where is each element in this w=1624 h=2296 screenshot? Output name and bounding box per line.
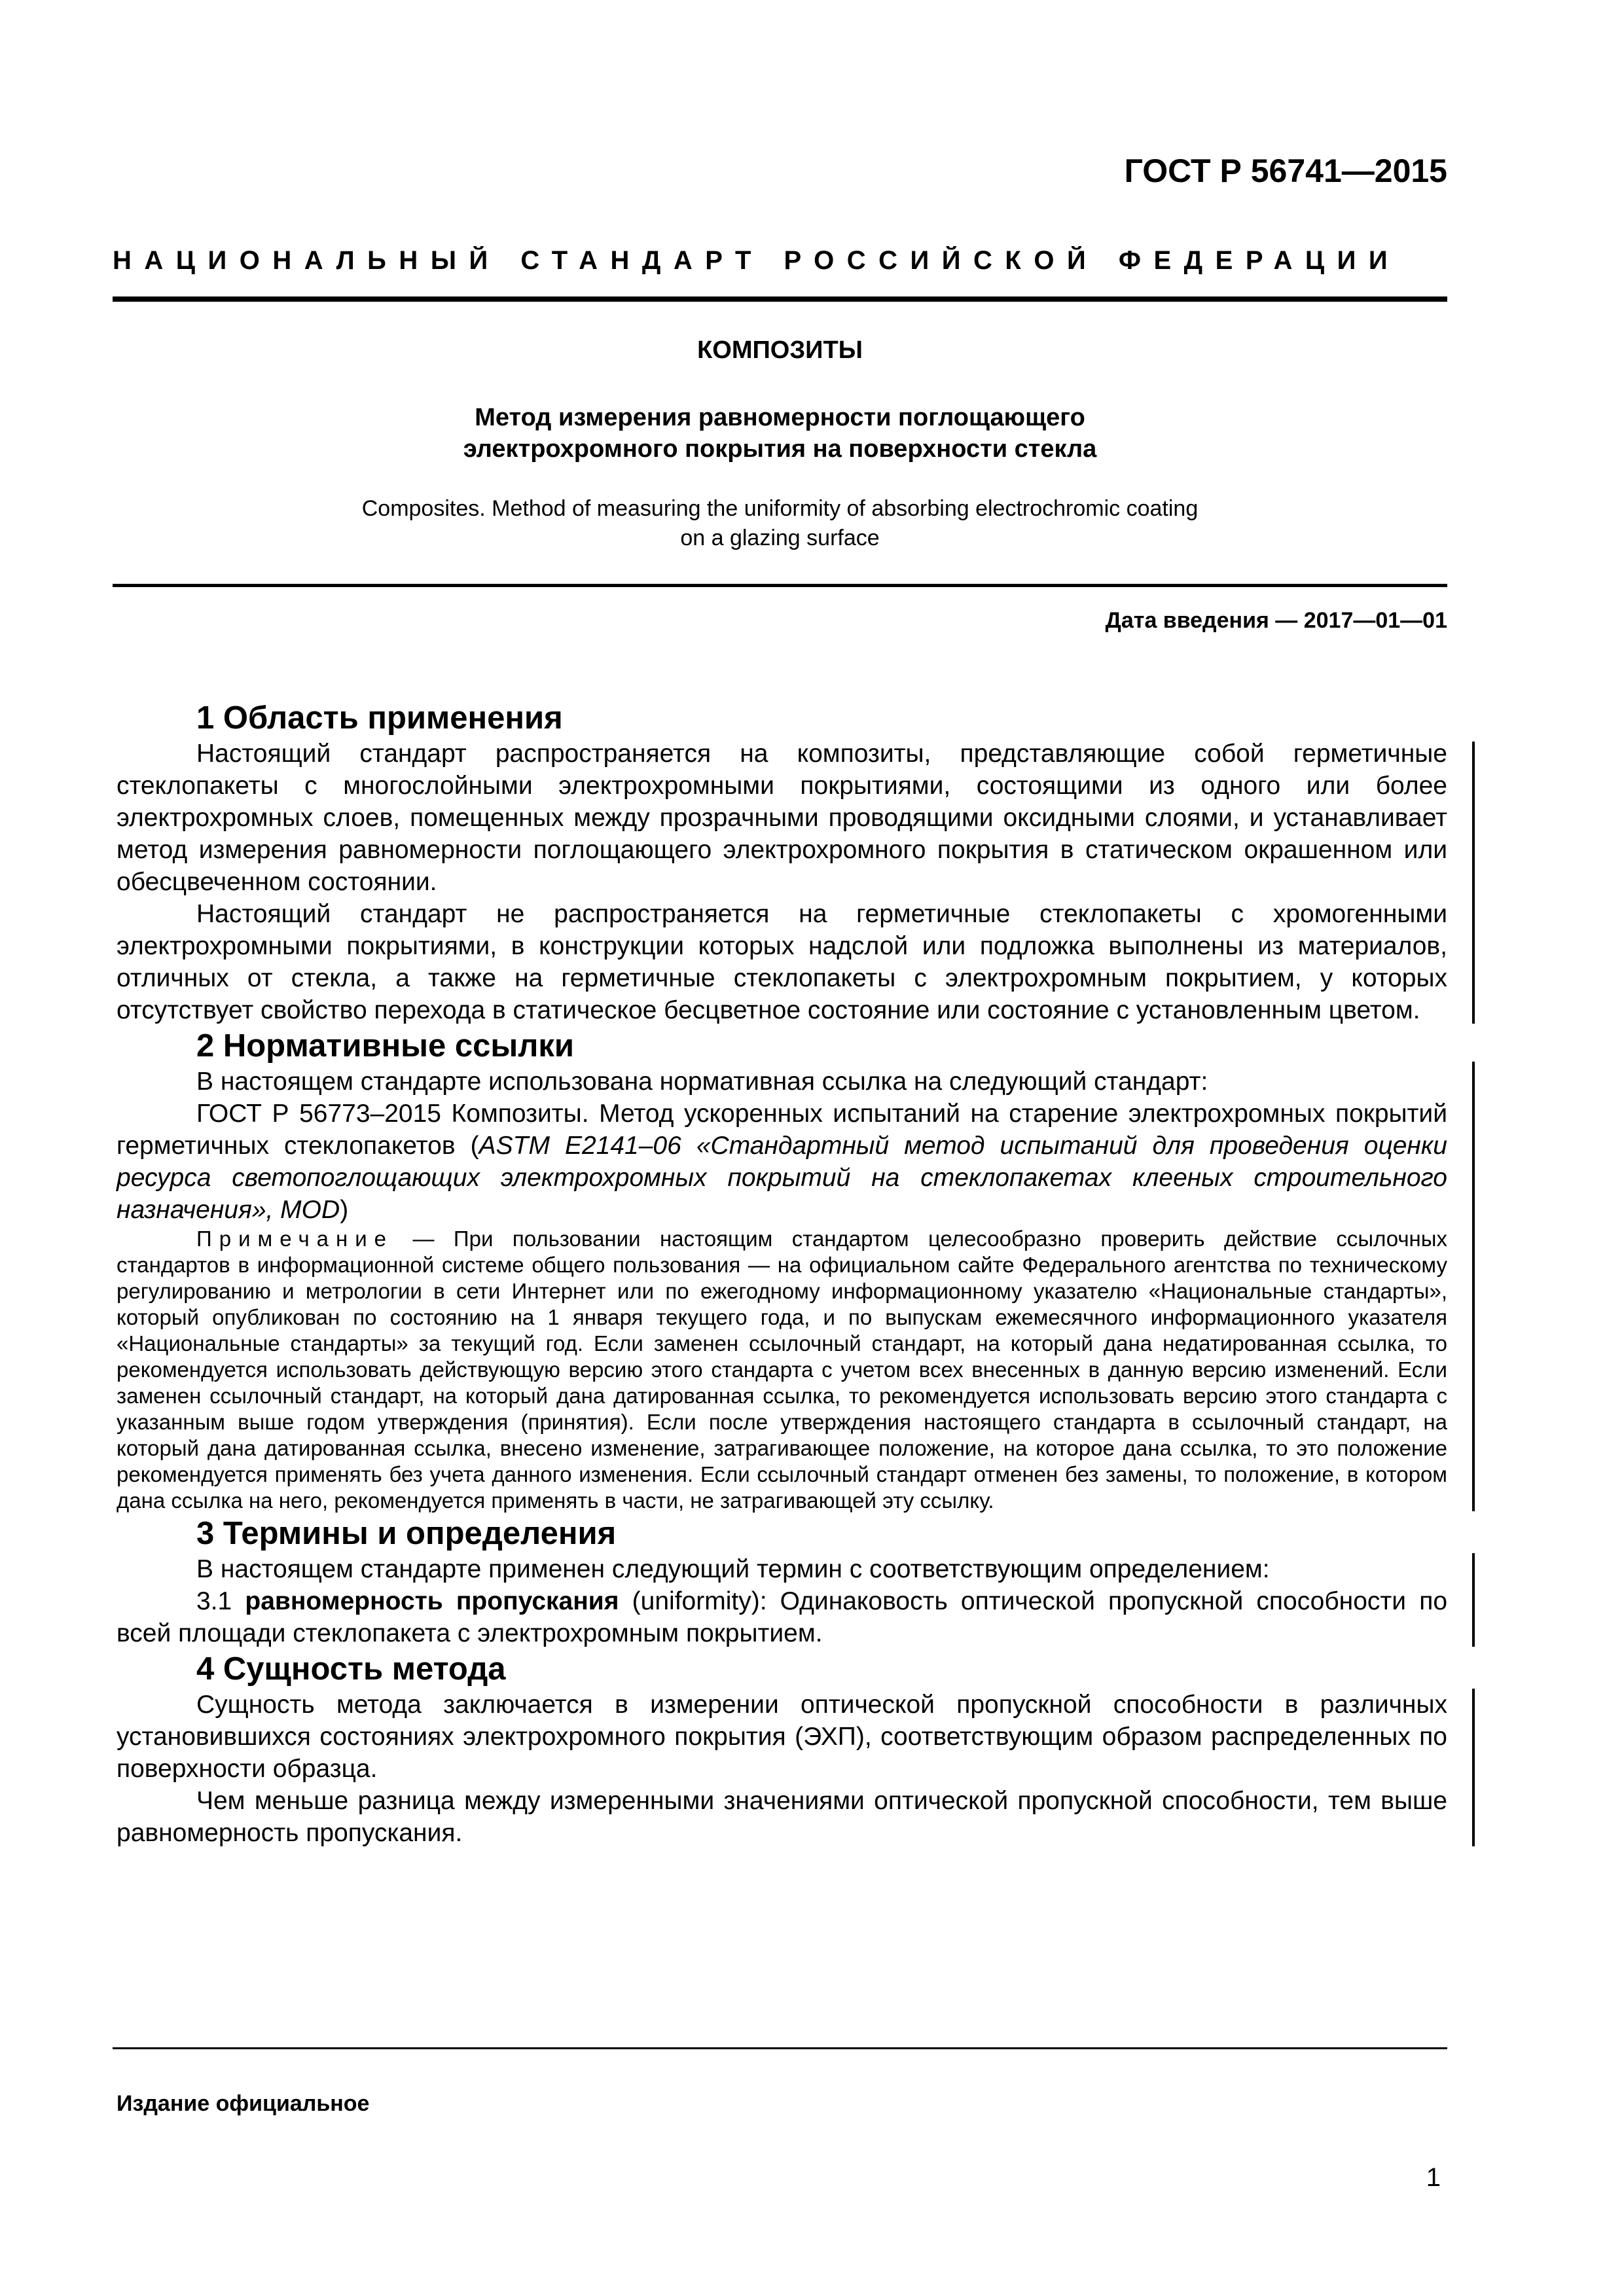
title-rule [113,584,1447,587]
section-1-heading: 1 Область применения [196,700,563,736]
section-3-content [117,1553,1447,1649]
document-body [117,698,1447,1849]
document-title: КОМПОЗИТЫ [697,336,863,364]
normative-reference: ГОСТ Р 56773–2015 Композиты. Метод ускоренных испытаний на старение электрохромных покрытий герметичных стеклопакетов (ASTM E2141–06 «Стандартный метод испытаний для проведения оценки ресурса светопоглощающих электрохромных покрытий на стеклопакетах клееных строительного назначения», MOD) [117,1100,1448,1224]
section-3-paragraph-1: В настоящем стандарте применен следующий термин с соответствующим определением: [196,1555,1270,1583]
section-1-paragraph-2: Настоящий стандарт не распространяется на герметичные стеклопакеты с хромогенными электрохромными покрытиями, в конструкции которых надслой или подложка выполнены из материалов, отличных от стекла, а также на герметичные стеклопакеты с электрохромным покрытием, у которых отсутствует свойство перехода в статическое бесцветное состояние или состояние с установленным цветом. [117,900,1447,1024]
term-definition: 3.1 равномерность пропускания (uniformity): Одинаковость оптической пропускной способности по всей площади стеклопакета с электрохромным покрытием. [117,1587,1448,1647]
section-1-paragraph-1: Настоящий стандарт распространяется на композиты, представляющие собой герметичные стеклопакеты с многослойными электрохромными покрытиями, состоящими из одного или более электрохромных слоев, помещенных между прозрачными проводящими оксидными слоями, и устанавливает метод измерения равномерности поглощающего электрохромного покрытия в статическом окрашенном или обесцвеченном состоянии. [117,740,1447,896]
section-2-paragraph-1: В настоящем стандарте использована нормативная ссылка на следующий стандарт: [196,1067,1208,1096]
section-2-heading: 2 Нормативные ссылки [196,1028,574,1064]
note-label: Примечание [196,1227,394,1251]
header-rule [113,296,1447,302]
official-edition-label: Издание официальное [117,2091,370,2116]
subtitle-line-1: Метод измерения равномерности поглощающего [475,404,1085,431]
document-subtitle [113,402,1447,465]
note-paragraph [117,1226,1447,1514]
section-4-paragraph-2: Чем меньше разница между измеренными значениями оптической пропускной способности, тем выше равномерность пропускания. [117,1787,1447,1847]
section-1-content [117,738,1447,1026]
section-3-heading: 3 Термины и определения [196,1516,617,1551]
section-2-content [117,1066,1447,1514]
section-4-heading: 4 Сущность метода [196,1651,506,1687]
reference-italic: ASTM E2141–06 «Стандартный метод испытаний для проведения оценки ресурса светопоглощающих электрохромных покрытий на стеклопакетах клееных строительного назначения», MOD [117,1132,1448,1224]
subtitle-line-2: электрохромного покрытия на поверхности стекла [463,435,1097,463]
introduction-date: Дата введения — 2017—01—01 [1105,608,1447,633]
english-title [113,494,1447,553]
note-text: — При пользовании настоящим стандартом целесообразно проверить действие ссылочных стандартов в информационной системе общего пользования — на официальном сайте Федерального агентства по техническому регулированию и метрологии в сети Интернет или по ежегодному информационному указателю «Национальные стандарты», который опубликован по состоянию на 1 января текущего года, и по выпускам ежемесячного информационного указателя «Национальные стандарты» за текущий год. Если заменен ссылочный стандарт, на который дана недатированная ссылка, то рекомендуется использовать действующую версию этого стандарта с учетом всех внесенных в данную версию изменений. Если заменен ссылочный стандарт, на который дана датированная ссылка, то рекомендуется использовать версию этого стандарта с указанным выше годом утверждения (принятия). Если после утверждения настоящего стандарта в ссылочный стандарт, на который дана датированная ссылка, внесено изменение, затрагивающее положение, на которое дана ссылка, то это положение рекомендуется применять без учета данного изменения. Если ссылочный стандарт отменен без замены, то положение, в котором дана ссылка на него, рекомендуется применять в части, не затрагивающей эту ссылку. [117,1227,1447,1513]
national-standard-banner: НАЦИОНАЛЬНЫЙ СТАНДАРТ РОССИЙСКОЙ ФЕДЕРАЦИИ [113,246,1401,275]
section-4-paragraph-1: Сущность метода заключается в измерении оптической пропускной способности в различных установившихся состояниях электрохромного покрытия (ЭХП), соответствующим образом распределенных по поверхности образца. [117,1691,1447,1783]
standard-code: ГОСТ Р 56741—2015 [1124,152,1447,189]
section-4-content [117,1689,1447,1849]
footer-rule [113,2047,1447,2049]
page-number: 1 [1426,2163,1441,2192]
change-bar [1472,742,1475,1024]
change-bar [1472,1689,1475,1846]
change-bar [1472,1062,1475,1511]
change-bar [1472,1553,1475,1647]
english-title-line-2: on a glazing surface [680,526,880,550]
term-name: равномерность пропускания [245,1587,619,1615]
english-title-line-1: Composites. Method of measuring the uniformity of absorbing electrochromic coating [361,496,1199,521]
